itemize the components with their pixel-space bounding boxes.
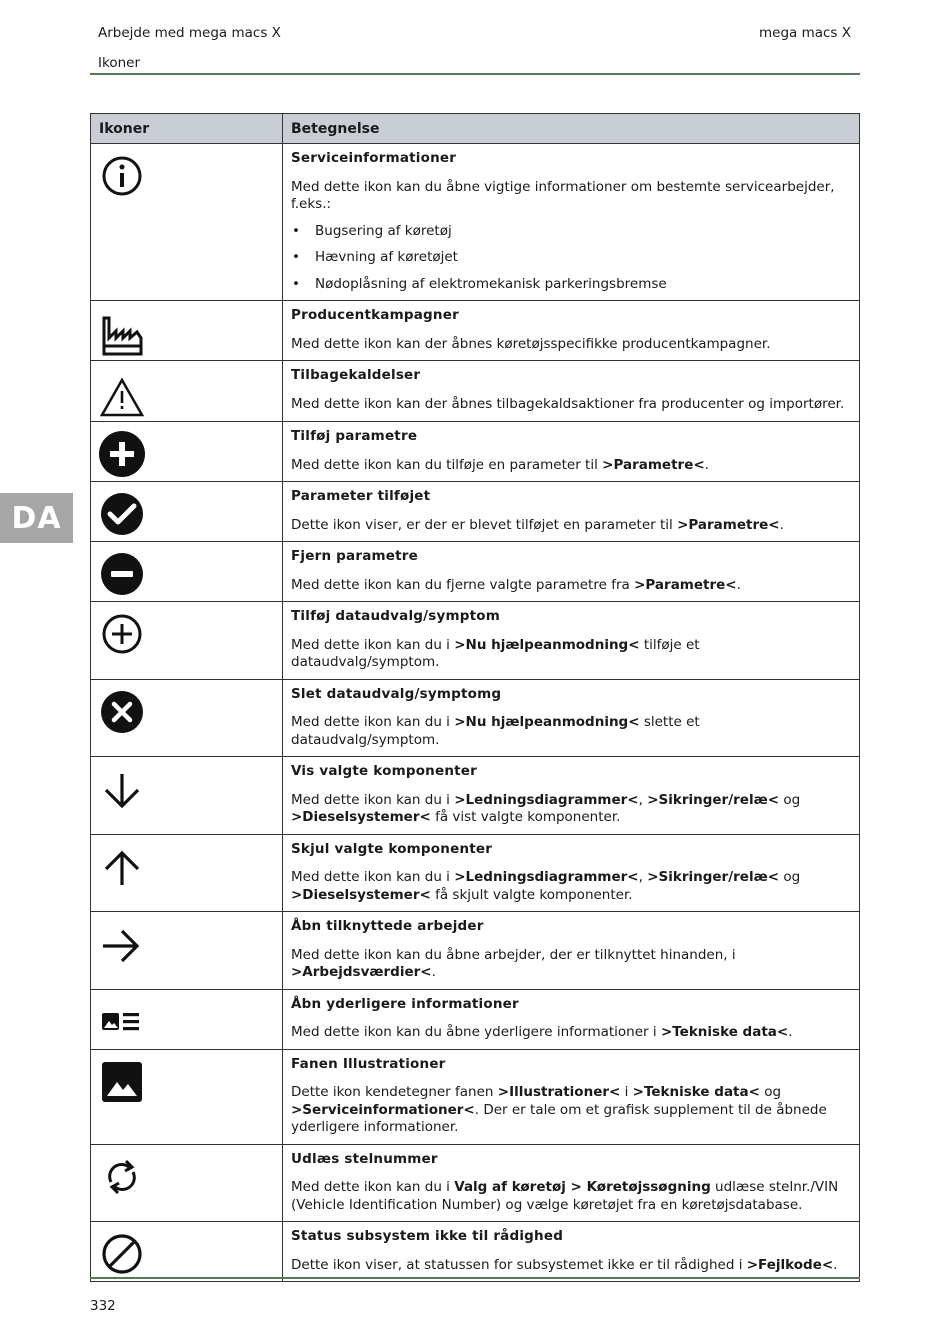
table-row [91,144,860,301]
text-segment: . [833,1256,838,1273]
icon-cell [91,1222,283,1282]
column-header-description: Betegnelse [283,114,860,144]
text-segment: . [736,576,741,593]
icons-table [90,113,860,1282]
row-title: Udlæs stelnummer [291,1150,438,1167]
icon-cell [91,542,283,602]
table-row [91,482,860,542]
row-title: Åbn yderligere informationer [291,995,519,1012]
description-cell [283,602,860,680]
image-icon [99,1059,282,1105]
arrow-up-icon [99,845,282,891]
description-cell [283,834,860,912]
text-segment: . Der er tale om et grafisk supplement til de åbnede yderligere informationer. [291,1101,827,1135]
description-cell [283,989,860,1049]
table-row [91,361,860,422]
description-cell [283,482,860,542]
menu-reference: >Illustrationer< [497,1084,621,1100]
menu-reference: >Fejlkode< [746,1256,834,1273]
row-description [291,1024,851,1042]
menu-reference: >Sikringer/relæ< [647,791,780,808]
table-row [91,422,860,482]
table-row [91,602,860,680]
info-icon [99,153,282,199]
row-title: Parameter tilføjet [291,488,431,504]
text-segment: . [431,964,436,980]
icon-cell [91,422,283,482]
text-segment: og [759,1084,782,1100]
row-title: Tilføj dataudvalg/symptom [291,608,501,624]
menu-reference: >Parametre< [634,576,737,593]
menu-reference: >Tekniske data< [632,1084,760,1100]
row-description [291,1179,851,1214]
description-cell [283,144,860,301]
description-cell [283,361,860,422]
menu-reference: >Ledningsdiagrammer< [454,869,639,885]
row-title: Skjul valgte komponenter [291,840,493,857]
row-description [291,714,851,749]
row-title: Slet dataudvalg/symptomg [291,685,502,702]
icon-cell [91,361,283,422]
description-cell [283,757,860,835]
add-filled-icon [99,431,282,477]
row-description [291,869,851,904]
icon-cell [91,834,283,912]
bullet-item: • Hævning af køretøjet [291,249,851,267]
description-cell [283,912,860,990]
menu-reference: >Dieselsystemer< [291,809,431,825]
row-title: Status subsystem ikke til rådighed [291,1228,564,1244]
text-segment: Med dette ikon kan du i [291,869,455,885]
row-description [291,947,851,982]
row-title: Tilbagekaldelser [291,367,421,383]
menu-reference: >Arbejdsværdier< [291,964,432,980]
text-segment: , [638,791,648,808]
table-row [91,834,860,912]
menu-reference: >Sikringer/relæ< [647,869,780,885]
menu-reference: >Serviceinformationer< [291,1101,475,1118]
text-segment: udlæse stelnr./VIN (Vehicle Identification Number) og vælge køretøjet fra en køretøjsdatabase. [291,1179,839,1213]
menu-reference: Valg af køretøj > Køretøjssøgning [454,1179,711,1195]
check-filled-icon [99,491,282,537]
bullet-list [291,223,851,294]
header-product: mega macs X [758,25,851,41]
menu-reference: >Parametre< [602,456,705,473]
row-description [291,1084,851,1137]
refresh-icon [99,1154,282,1200]
icon-cell [91,602,283,680]
icon-cell [91,989,283,1049]
text-segment: Med dette ikon kan du i [291,1179,455,1195]
description-cell [283,422,860,482]
image-list-icon [99,999,282,1045]
column-header-icons: Ikoner [91,114,283,144]
icon-cell [91,1144,283,1222]
text-segment: . [704,456,709,473]
table-row [91,757,860,835]
icon-cell [91,679,283,757]
not-available-icon [99,1231,282,1277]
text-segment: tilføje et dataudvalg/symptom. [291,636,700,670]
table-row [91,989,860,1049]
icon-cell [91,301,283,361]
text-segment: Med dette ikon kan du fjerne valgte parametre fra [291,576,635,593]
row-title: Tilføj parametre [291,428,418,444]
menu-reference: >Nu hjælpeanmodning< [454,714,640,730]
warning-icon [99,375,282,421]
text-segment: , [638,869,648,885]
row-description [291,179,851,214]
icon-cell [91,144,283,301]
text-segment: . [779,516,784,533]
row-description [291,637,851,672]
description-cell [283,679,860,757]
text-segment: og [779,791,801,808]
menu-reference: >Tekniske data< [660,1024,789,1040]
icon-cell [91,1049,283,1144]
description-cell [283,1222,860,1282]
icon-cell [91,912,283,990]
table-row [91,1144,860,1222]
text-segment: Med dette ikon kan du i [291,636,455,653]
text-segment: Dette ikon kendetegner fanen [291,1084,498,1100]
footer-rule [90,1277,860,1279]
row-title: Serviceinformationer [291,150,457,166]
arrow-down-icon [99,768,282,814]
bullet-item: • Nødoplåsning af elektromekanisk parkeringsbremse [291,276,851,294]
icon-cell [91,482,283,542]
row-title: Fanen Illustrationer [291,1055,446,1072]
row-description [291,792,851,827]
menu-reference: >Ledningsdiagrammer< [454,791,639,808]
text-segment: Med dette ikon kan der åbnes tilbagekaldsaktioner fra producenter og importører. [291,395,845,412]
description-cell [283,542,860,602]
menu-reference: >Parametre< [677,516,780,533]
row-description [291,577,851,595]
bullet-item: • Bugsering af køretøj [291,223,851,241]
text-segment: og [779,869,801,885]
text-segment: få skjult valgte komponenter. [430,886,633,903]
factory-icon [99,312,282,358]
header-chapter: Arbejde med mega macs X [98,25,281,41]
header-rule [90,73,860,75]
description-cell [283,1144,860,1222]
text-segment: slette et dataudvalg/symptom. [291,714,700,748]
row-description [291,396,851,414]
text-segment: Dette ikon viser, er der er blevet tilføjet en parameter til [291,516,678,533]
menu-reference: >Dieselsystemer< [291,886,431,903]
row-description [291,517,851,535]
page-number: 332 [90,1298,116,1314]
row-title: Producentkampagner [291,307,459,323]
text-segment: Med dette ikon kan der åbnes køretøjsspecifikke producentkampagner. [291,335,771,352]
table-row [91,542,860,602]
row-title: Vis valgte komponenter [291,763,478,779]
table-header-row [91,114,860,144]
text-segment: Med dette ikon kan du åbne vigtige informationer om bestemte servicearbejder, f.eks.: [291,178,835,212]
table-row [91,679,860,757]
text-segment: Dette ikon viser, at statussen for subsystemet ikke er til rådighed i [291,1256,747,1273]
row-description [291,336,851,354]
description-cell [283,301,860,361]
icon-cell [91,757,283,835]
menu-reference: >Nu hjælpeanmodning< [454,636,640,653]
text-segment: Med dette ikon kan du i [291,791,455,808]
page-header-left [98,24,281,84]
header-section: Ikoner [98,55,140,71]
text-segment: Med dette ikon kan du tilføje en parameter til [291,456,603,473]
description-cell [283,1049,860,1144]
text-segment: Med dette ikon kan du åbne arbejder, der er tilknyttet hinanden, i [291,946,736,963]
remove-filled-icon [99,551,282,597]
arrow-right-icon [99,923,282,969]
table-row [91,1049,860,1144]
row-title: Åbn tilknyttede arbejder [291,918,484,934]
row-description [291,1257,851,1275]
row-description [291,457,851,475]
text-segment: i [620,1084,633,1100]
text-segment: . [788,1024,793,1040]
add-outline-icon [99,611,282,657]
text-segment: Med dette ikon kan du åbne yderligere informationer i [291,1024,661,1040]
table-row [91,301,860,361]
table-row [91,912,860,990]
text-segment: Med dette ikon kan du i [291,714,455,730]
delete-filled-icon [99,689,282,735]
table-row [91,1222,860,1282]
language-tab: DA [0,493,73,543]
text-segment: få vist valgte komponenter. [430,809,621,825]
row-title: Fjern parametre [291,548,419,564]
